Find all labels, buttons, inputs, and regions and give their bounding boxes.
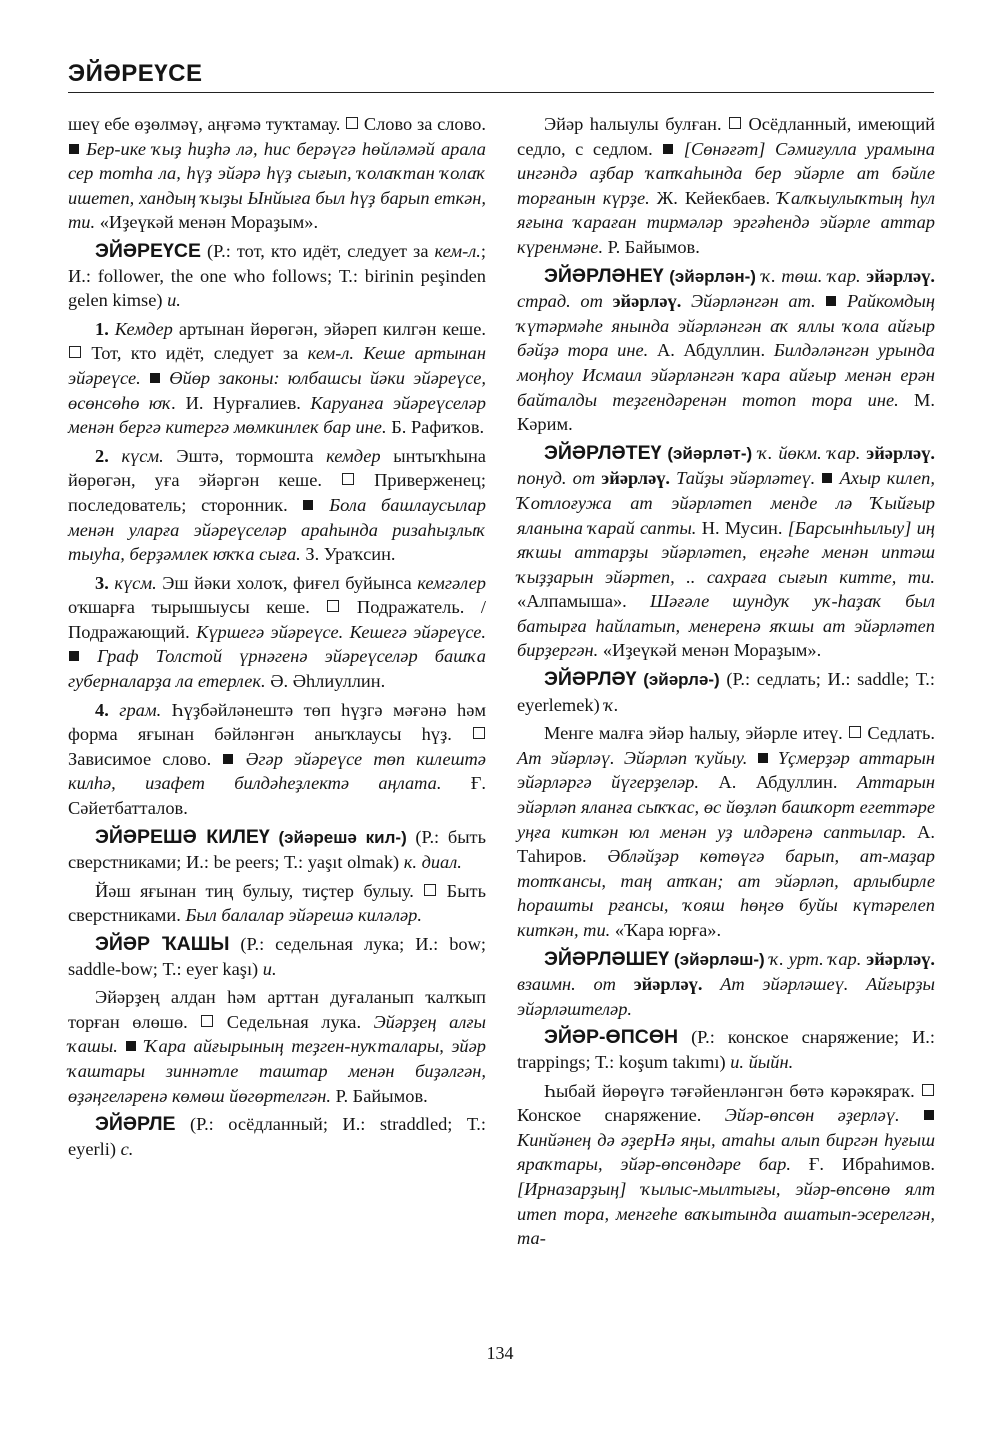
entry-headword: ЭЙӘР ҠАШЫ — [95, 933, 230, 955]
cross-reference: эйәрләү. — [866, 442, 935, 463]
part-of-speech: и. — [167, 290, 181, 311]
entry-definition — [517, 721, 935, 942]
translation-marker-icon — [729, 117, 741, 129]
entry-translations: (Р.: быть сверстниками; И.: be peers; Т.: yaşıt olmak) — [68, 826, 486, 873]
sense-italic: Кемдер — [114, 318, 173, 339]
example-source: «Иҙеүкәй менән Мораҙым». — [602, 640, 822, 661]
sense-label: күсм. — [121, 445, 164, 466]
dictionary-entry — [517, 667, 935, 717]
sense-definition: Менге малға эйәр һалыу, эйәрле итеү. — [544, 723, 843, 744]
sense-number: 4. — [95, 699, 109, 720]
russian-translation: Слово за слово. — [363, 114, 486, 134]
example-marker-icon — [924, 1110, 934, 1120]
header-rule — [68, 92, 934, 93]
example-marker-icon — [69, 144, 79, 154]
example-source: З. Ураҡсин. — [305, 544, 396, 565]
example-source: А. Таһиров. — [517, 821, 935, 867]
sense-number: 3. — [95, 572, 109, 593]
example-text: Бола башлаусылар менән уларға эйәреүселәр араһында ризаһыҙлыҡ тыуһа, берҙәмлек юҡҡа сыға. — [68, 494, 486, 565]
russian-translation: Седельная лука. — [226, 1011, 362, 1032]
sense-definition: Эйәрҙең алдан һәм арттан дуғаланып ҡалҡып торған өлөшө. — [68, 987, 486, 1032]
part-of-speech: ҡ. — [604, 694, 619, 715]
example-marker-icon — [758, 753, 768, 763]
sense-number: 2. — [95, 445, 109, 466]
sense-1 — [68, 317, 486, 440]
example-text: Эйәр-өпсөн әҙерләү. — [724, 1105, 900, 1126]
translation-marker-icon — [201, 1015, 213, 1027]
page-number: 134 — [486, 1343, 514, 1363]
entry-headword: ЭЙӘР-ӨПСӨН — [544, 1026, 679, 1049]
example-text: Үҫмерҙәр аттарын эйәрләргә йүгерҙеләр. — [517, 747, 935, 793]
entry-definition — [517, 1079, 935, 1251]
part-of-speech: и. — [262, 958, 277, 979]
running-head: ЭЙӘРЕҮСЕ — [68, 60, 203, 87]
sense-2 — [68, 444, 486, 567]
entry-definition — [68, 985, 486, 1108]
example-source: Ғ. Ибраһимов. — [808, 1154, 935, 1175]
example-source: Ғ. Сәйетбатталов. — [68, 773, 486, 819]
example-marker-icon — [150, 373, 160, 383]
translation-marker-icon — [327, 600, 339, 612]
example-marker-icon — [303, 500, 313, 510]
example-text: Аттарын эйәрләп яланға сыҡҡас, өс йөҙләп башҡорт егеттәре уңға киткән юл менән уҙ илдәренә саптылар. — [517, 772, 935, 842]
entry-headword: ЭЙӘРЛӘТЕҮ — [544, 441, 662, 464]
example-text: Каруанға эйәреүселәр менән бергә китергә мөмкинлек бар ине. — [68, 392, 486, 438]
continued-entry — [68, 112, 486, 235]
dictionary-entry — [517, 1025, 935, 1074]
translation-marker-icon — [69, 346, 81, 358]
russian-translation: Осёдланный, имеющий седло, с седлом. — [517, 114, 935, 159]
example-source: И. Нурғалиев. — [185, 392, 301, 413]
example-marker-icon — [826, 296, 836, 306]
example-text: [Барсынһылыу] иң яҡшы аттарҙы эйәрләтеп, еңгәһе менән иптәш ҡыҙҙарын эйәртеп, .. сахраға сығып китте, ти. — [517, 517, 935, 587]
entry-translations: (Р.: конское снаряжение; И.: trappings; Т.: koşum takımı) — [517, 1027, 935, 1072]
sense-definition: Һыбай йөрөүгә тәғәйенләнгән бөтә кәрәкяраҡ. — [544, 1080, 915, 1101]
translation-marker-icon — [922, 1084, 934, 1096]
sense-definition: Эш йәки холоҡ, фиғел буйынса — [162, 572, 412, 593]
example-source: А. Абдуллин. — [718, 772, 838, 793]
example-text: Ат эйәрләү. Эйәрләп ҡуйыу. — [517, 747, 748, 768]
entry-headword: ЭЙӘРЛӘҮ — [544, 668, 637, 691]
sense-definition: артынан йөрөгән, эйәреп килгән кеше. — [178, 318, 486, 339]
example-source: «Иҙеүкәй менән Мораҙым». — [99, 212, 319, 233]
example-text: [Ирназарҙың] ҡылыс-мылтығы, эйәр-өпсөнө ялт итеп тора, менгеһе ваҡытында ашатып-эсерелгән, та- — [517, 1178, 935, 1249]
sense-label: грам. — [119, 699, 162, 720]
entry-headword: ЭЙӘРЛЕ — [95, 1113, 176, 1136]
entry-translations: (Р.: седельная лука; И.: bow; saddle-bow; Т.: eyer kaşı) — [68, 934, 486, 979]
entry-stem: (эйәрлә-) — [643, 670, 720, 690]
russian-translation: Быть сверстниками. — [68, 880, 486, 926]
example-text: Өйөр законы: юлбашсы йәки эйәреүсе, өсөнсөһө юҡ. — [68, 367, 486, 413]
sense-italic: кем-л. — [307, 343, 354, 364]
dictionary-entry — [517, 947, 935, 1022]
translation-marker-icon — [849, 726, 861, 738]
entry-abbrev: кем-л. — [434, 240, 481, 261]
part-of-speech: к. диал. — [403, 852, 462, 873]
example-marker-icon — [822, 473, 832, 483]
cross-reference: эйәрләү. — [612, 291, 682, 312]
russian-translation: Конское снаряжение. — [517, 1105, 702, 1126]
dictionary-entry — [517, 264, 935, 437]
sense-definition: Һүҙбәйләнештә төп һүҙгә мәғәнә һәм форма яғынан бәйләнгән аныҡлаусы һүҙ. — [68, 699, 486, 745]
example-text: Ат эйәрләшеү. Айғырҙы эйәрләштеләр. — [517, 974, 936, 1019]
russian-translation: Зависимое слово. — [68, 748, 212, 769]
example-source: «Алпамыша». — [517, 591, 627, 612]
cross-reference: эйәрләү. — [866, 265, 936, 286]
russian-translation: Приверженец; последователь; сторонник. — [68, 470, 486, 515]
example-text: Шәғәле шундуҡ уҡ-һаҙаҡ был батырға һайлатып, менеренә яҡшы ат эйәрләтеп бирҙергән. — [517, 591, 935, 661]
example-text: Ахыр килеп, Ҡотлоғужа ат эйәрләтеп менде лә Ҡыйғыр яланына ҡарай сапты. — [517, 468, 935, 538]
example-text: Күршегә эйәреүсе. Кешегә эйәреүсе. — [196, 621, 486, 642]
dictionary-entry — [68, 825, 486, 875]
example-text: Бер-ике ҡыҙ һиҙһә лә, һис берәүгә һөйләмәй арала сер тотһа ла, һүҙ эйәрә һүҙ сығып, ҡолаҡтан ҡолаҡ ишетеп, хандың ҡыҙы Ынйыға был һүҙ барып еткән, ти. — [68, 138, 486, 233]
sense-definition: Эйәр һалыулы булған. — [544, 114, 722, 134]
example-text: [Сөнәғәт] Сәмиғулла урамына ингәндә аҙбар ҡапҡаһында бер эйәрле ат бәйле торғанын күрҙе. — [517, 138, 935, 208]
sense-label: күсм. — [114, 572, 157, 593]
part-of-speech: с. — [120, 1138, 134, 1159]
russian-grammar-note: понуд. от — [517, 468, 596, 489]
example-source: Ж. Кейекбаев. — [656, 187, 771, 208]
entry-stem: (эйәрешә кил-) — [278, 827, 407, 847]
entry-definition — [517, 112, 935, 260]
example-text: Тайҙы эйәрләтеү. — [676, 468, 816, 489]
translation-marker-icon — [346, 117, 358, 129]
entry-headword: ЭЙӘРЕШӘ КИЛЕҮ — [95, 825, 270, 848]
example-text: Эйәрләнгән ат. — [691, 291, 816, 312]
example-source: Б. Рафиҡов. — [391, 417, 485, 438]
sense-definition: Йәш яғынан тиң булыу, тиҫтер булыу. — [95, 880, 414, 901]
entry-translations-cont: ; И.: follower, the one who follows; Т.: birinin peşinden gelen kimse) — [68, 240, 486, 311]
cross-reference: эйәрләү. — [633, 974, 703, 995]
example-source: «Ҡара юрға». — [614, 920, 722, 940]
dictionary-entry — [517, 441, 935, 663]
entry-translations: (Р.: тот, кто идёт, следует за — [207, 240, 429, 261]
example-marker-icon — [223, 754, 233, 764]
entry-headword: ЭЙӘРЛӘШЕҮ — [544, 947, 670, 970]
russian-translation: Тот, кто идёт, следует за — [91, 343, 299, 364]
example-text: Райкомдың ҡүтәрмәһе янында эйәрләнгән аҡ яллы ҡола айғыр бәйҙә тора ине. — [517, 291, 935, 361]
example-text: Әбләйҙәр көтөүгә барып, ат-маҙар тотҡансы, таң атҡан; ат эйәрләп, арлыбирле һорашты рғансы, ҡояш һөңгө буйы күтәрелеп киткән, ти. — [517, 846, 935, 940]
example-source: М. Кәрим. — [517, 389, 935, 435]
entry-headword: ЭЙӘРЕҮСЕ — [95, 239, 201, 262]
example-source: А. Абдуллин. — [656, 340, 766, 361]
entry-translations: (Р.: осёдланный; И.: straddled; Т.: eyerli) — [68, 1114, 486, 1159]
sense-3 — [68, 571, 486, 694]
russian-grammar-note: взаимн. от — [517, 974, 616, 995]
right-column — [517, 112, 935, 1255]
example-marker-icon — [126, 1041, 136, 1051]
example-marker-icon — [69, 651, 79, 661]
dictionary-entry — [68, 239, 486, 313]
example-source: Р. Байымов. — [607, 236, 700, 257]
example-text: Әгәр эйәреүсе төп килештә килһә, изафет билдәһеҙлектә аңлата. — [68, 748, 486, 794]
part-of-speech: ҡ. төш. ҡар. — [761, 265, 861, 286]
example-source: Р. Байымов. — [335, 1085, 428, 1106]
cross-reference: эйәрләү. — [601, 468, 671, 489]
sense-italic: кемгәлер — [417, 572, 486, 593]
entry-translations: (Р.: седлать; И.: saddle; Т.: eyerlemek) — [517, 669, 935, 715]
example-text: Граф Толстой үрнәгенә эйәреүселәр башҡа губерналарҙа ла етерлек. — [68, 646, 486, 692]
example-text: Эйәрҙең алғы ҡашы. — [68, 1011, 486, 1057]
translation-marker-icon — [424, 884, 436, 896]
translation-marker-icon — [473, 727, 485, 739]
sense-italic: кемдер — [326, 445, 381, 466]
example-text: Билдәләнгән урында моңһоу Исмаил эйәрләнгән ҡара айғыр менән ерән байталды теҙгендәренән тотоп тора ине. — [517, 340, 935, 410]
example-text: Кинйәнең дә әҙерНә яңы, атаһы алып биргән һуғыш яраҡтары, эйәр-өпсөндәре бар. — [517, 1129, 935, 1175]
dictionary-entry — [68, 932, 486, 981]
part-of-speech: и. йыйн. — [730, 1051, 794, 1072]
part-of-speech: ҡ. йөкм. ҡар. — [758, 442, 861, 463]
example-source: Ә. Әһлиуллин. — [270, 671, 386, 692]
sense-definition: оҡшарға тырышыусы кеше. — [68, 597, 310, 618]
example-source: Н. Мусин. — [701, 517, 783, 538]
russian-translation: Седлать. — [867, 723, 935, 744]
left-column — [68, 112, 486, 1165]
example-text: Кеше артынан эйәреүсе. — [68, 343, 486, 388]
entry-stem: (эйәрләт-) — [667, 443, 753, 463]
example-text: Был балалар эйәрешә киләләр. — [185, 905, 422, 926]
sense-definition: ынтыҡһына йөрөгән, уға эйәргән кеше. — [68, 445, 486, 491]
entry-stem: (эйәрләш-) — [674, 949, 765, 969]
example-text: Ҡалҡыулыҡтың һул яғына ҡараған тирмәләр эргәһендә эйәрле аттар күренмәне. — [517, 187, 935, 257]
entry-headword: ЭЙӘРЛӘНЕҮ — [544, 264, 664, 287]
dictionary-entry — [68, 1112, 486, 1161]
sense-4 — [68, 698, 486, 821]
sense-number: 1. — [95, 318, 109, 339]
entry-definition — [68, 879, 486, 928]
translation-marker-icon — [342, 473, 354, 485]
example-marker-icon — [663, 144, 673, 154]
russian-translation: Подражатель. / Подражающий. — [68, 597, 486, 642]
sense-definition: Эштә, тормошта — [176, 445, 314, 466]
cross-reference: эйәрләү. — [866, 948, 936, 969]
definition-text: шеү ебе өҙөлмәү, аңғәмә туҡтамау. — [68, 114, 341, 134]
part-of-speech: ҡ. урт. ҡар. — [769, 948, 862, 969]
example-text: Ҡара айғырының теҙген-нуҡталары, эйәр ҡаштары зиннәтле таштар менән биҙәлгән, өҙәңгеләренә көмөш йөгөртелгән. — [68, 1036, 486, 1106]
russian-grammar-note: страд. от — [517, 291, 603, 312]
entry-stem: (эйәрлән-) — [669, 266, 756, 286]
